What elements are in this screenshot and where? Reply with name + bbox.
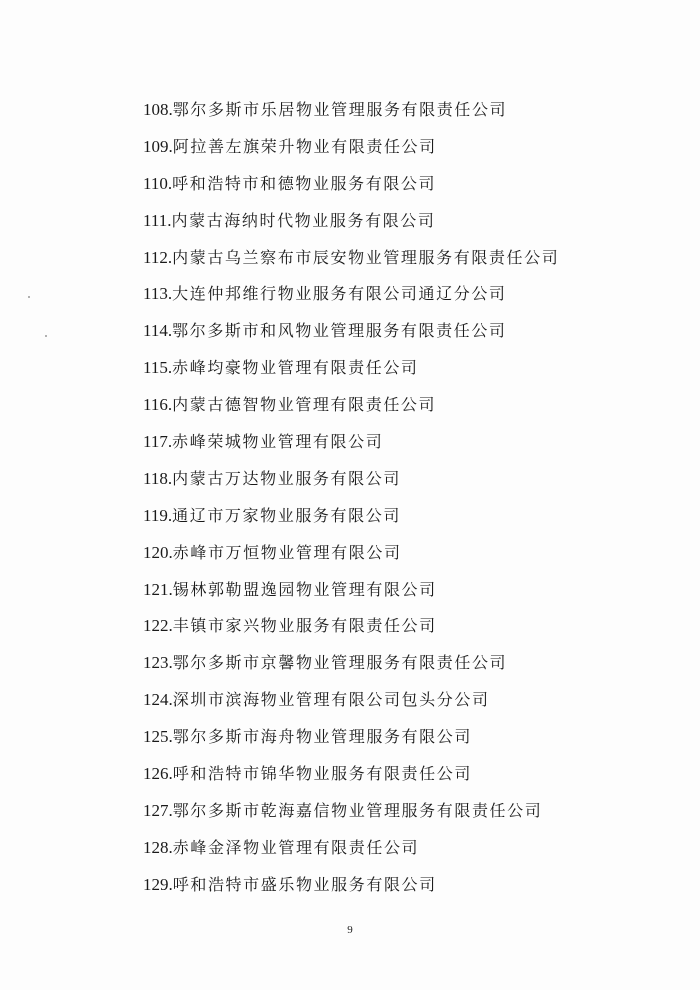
list-item bbox=[143, 350, 559, 387]
entry-number: 112. bbox=[143, 247, 173, 267]
list-item bbox=[143, 166, 559, 203]
company-name: 内蒙古海纳时代物业服务有限公司 bbox=[171, 210, 436, 230]
list-item bbox=[143, 92, 559, 129]
company-name: 内蒙古德智物业管理有限责任公司 bbox=[172, 395, 437, 415]
company-name: 通辽市万家物业服务有限公司 bbox=[172, 505, 401, 525]
company-name: 内蒙古万达物业服务有限公司 bbox=[172, 468, 401, 488]
entry-number: 120. bbox=[143, 542, 173, 562]
company-name: 赤峰均豪物业管理有限责任公司 bbox=[172, 358, 419, 378]
entry-number: 124. bbox=[143, 690, 173, 710]
company-name: 鄂尔多斯市乐居物业管理服务有限责任公司 bbox=[172, 100, 508, 119]
list-item bbox=[143, 498, 559, 535]
list-item bbox=[143, 719, 559, 756]
page-number: 9 bbox=[347, 924, 353, 936]
list-item bbox=[143, 313, 559, 350]
company-name: 呼和浩特市盛乐物业服务有限公司 bbox=[172, 874, 437, 894]
entry-number: 108. bbox=[143, 100, 173, 119]
list-item bbox=[143, 387, 559, 424]
company-name: 鄂尔多斯市和风物业管理服务有限责任公司 bbox=[172, 321, 507, 341]
company-name: 呼和浩特市锦华物业服务有限责任公司 bbox=[172, 764, 472, 784]
company-name: 赤峰市万恒物业管理有限公司 bbox=[172, 542, 402, 562]
scan-speck bbox=[45, 335, 47, 337]
list-item bbox=[143, 461, 559, 498]
company-name: 鄂尔多斯市乾海嘉信物业管理服务有限责任公司 bbox=[172, 800, 543, 820]
list-item bbox=[143, 867, 559, 904]
company-name: 内蒙古乌兰察布市辰安物业管理服务有限责任公司 bbox=[172, 247, 560, 267]
entry-number: 119. bbox=[143, 505, 173, 525]
company-name: 鄂尔多斯市京馨物业管理服务有限责任公司 bbox=[172, 653, 508, 673]
company-name: 锡林郭勒盟逸园物业管理有限公司 bbox=[172, 579, 437, 599]
list-item bbox=[143, 129, 559, 166]
entry-number: 122. bbox=[143, 616, 173, 636]
company-name: 鄂尔多斯市海舟物业管理服务有限公司 bbox=[172, 727, 472, 747]
entry-number: 126. bbox=[143, 764, 173, 784]
entry-number: 110. bbox=[143, 173, 173, 193]
entry-number: 118. bbox=[143, 468, 173, 488]
list-item bbox=[143, 645, 559, 682]
list-item bbox=[143, 756, 559, 793]
company-name: 呼和浩特市和德物业服务有限公司 bbox=[172, 173, 437, 193]
entry-number: 123. bbox=[143, 653, 173, 673]
list-item bbox=[143, 240, 559, 277]
entry-number: 121. bbox=[143, 579, 173, 599]
entry-number: 116. bbox=[143, 395, 173, 415]
list-item bbox=[143, 682, 559, 719]
company-list bbox=[143, 92, 559, 904]
list-item bbox=[143, 424, 559, 461]
entry-number: 113. bbox=[143, 284, 173, 304]
entry-number: 109. bbox=[143, 136, 173, 156]
list-item bbox=[143, 793, 559, 830]
list-item bbox=[143, 203, 559, 240]
entry-number: 128. bbox=[143, 837, 173, 857]
list-item bbox=[143, 535, 559, 572]
scan-speck bbox=[28, 296, 30, 298]
company-name: 赤峰荣城物业管理有限公司 bbox=[172, 432, 384, 452]
entry-number: 115. bbox=[143, 358, 173, 378]
company-name: 丰镇市家兴物业服务有限责任公司 bbox=[172, 616, 437, 636]
entry-number: 117. bbox=[143, 432, 173, 452]
company-name: 大连仲邦维行物业服务有限公司通辽分公司 bbox=[172, 284, 507, 304]
company-name: 赤峰金泽物业管理有限责任公司 bbox=[172, 837, 420, 857]
list-item bbox=[143, 608, 559, 645]
company-name: 阿拉善左旗荣升物业有限责任公司 bbox=[172, 136, 437, 156]
list-item bbox=[143, 276, 559, 313]
entry-number: 127. bbox=[143, 800, 173, 820]
list-item bbox=[143, 572, 559, 609]
entry-number: 129. bbox=[143, 874, 173, 894]
list-item bbox=[143, 830, 559, 867]
entry-number: 114. bbox=[143, 321, 173, 341]
company-name: 深圳市滨海物业管理有限公司包头分公司 bbox=[172, 690, 490, 710]
entry-number: 111. bbox=[143, 210, 172, 230]
entry-number: 125. bbox=[143, 727, 173, 747]
